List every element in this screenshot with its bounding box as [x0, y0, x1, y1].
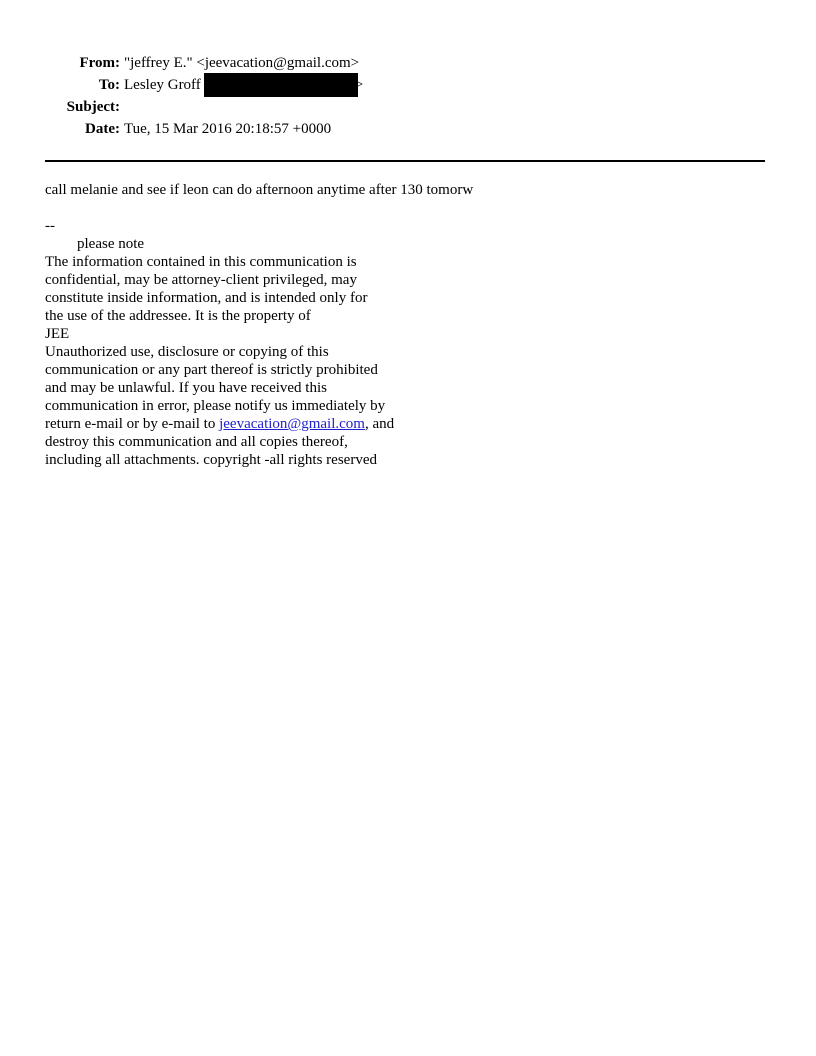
to-value: [124, 74, 363, 97]
header-divider: [45, 160, 765, 162]
to-name: Lesley Groff: [124, 77, 201, 93]
disclaimer-line: The information contained in this communication is: [45, 254, 357, 270]
return-line-suffix: , and: [364, 416, 395, 432]
disclaimer-line: constitute inside information, and is intended only for: [45, 290, 368, 306]
email-body: [45, 181, 765, 469]
please-note: please note: [77, 236, 145, 252]
disclaimer-line: JEE: [45, 326, 70, 342]
date-label: Date:: [85, 121, 120, 137]
disclaimer-line: and may be unlawful. If you have received this: [45, 380, 327, 396]
closing-line: destroy this communication and all copies thereof,: [45, 434, 348, 450]
disclaimer-line: communication in error, please notify us immediately by: [45, 398, 386, 414]
date-value: Tue, 15 Mar 2016 20:18:57 +0000: [124, 121, 332, 137]
disclaimer-line: communication or any part thereof is strictly prohibited: [45, 362, 378, 378]
from-value: "jeffrey E." <jeevacation@gmail.com>: [124, 55, 360, 71]
blank-line: [45, 199, 765, 217]
redaction-box: [204, 73, 358, 97]
closing-line: including all attachments. copyright -all rights reserved: [45, 452, 377, 468]
to-suffix: >: [354, 77, 364, 93]
subject-label: Subject:: [66, 99, 120, 115]
message-text: call melanie and see if leon can do afternoon anytime after 130 tomorw: [45, 182, 474, 198]
to-label: To:: [98, 77, 120, 93]
disclaimer-line: confidential, may be attorney-client privileged, may: [45, 272, 357, 288]
return-line: [45, 415, 765, 433]
disclaimer-line: Unauthorized use, disclosure or copying of this: [45, 344, 329, 360]
signature-separator: --: [45, 218, 55, 234]
email-link[interactable]: jeevacation@gmail.com: [219, 416, 365, 432]
from-label: From:: [79, 55, 120, 71]
return-line-prefix: return e-mail or by e-mail to: [45, 416, 220, 432]
disclaimer-line: the use of the addressee. It is the property of: [45, 308, 311, 324]
